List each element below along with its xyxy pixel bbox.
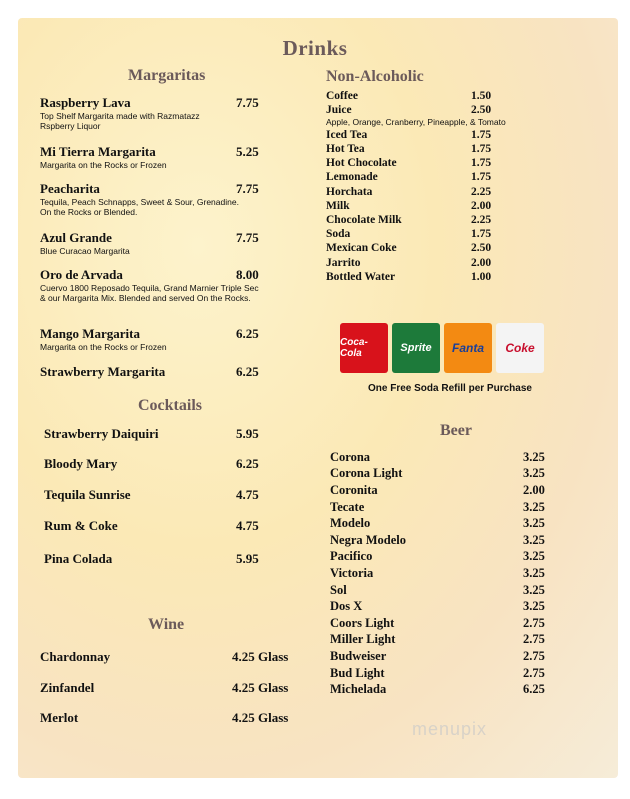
menu-item [326, 143, 496, 157]
menu-item [326, 104, 496, 118]
page-title: Drinks [282, 36, 348, 60]
item-name: Peacharita [40, 181, 100, 196]
item-name: Soda [326, 228, 351, 240]
juice-note: Apple, Orange, Cranberry, Pineapple, & Tomato [326, 117, 506, 127]
item-price: 2.50 [471, 242, 492, 254]
soda-refill-note: One Free Soda Refill per Purchase [368, 383, 532, 394]
item-price: 4.75 [236, 487, 259, 502]
menu-item [330, 599, 550, 615]
menu-item [330, 616, 550, 632]
menu-item [326, 228, 496, 242]
item-name: Jarrito [326, 257, 361, 269]
menu-item [44, 551, 269, 567]
item-name: Dos X [330, 599, 363, 613]
menu-item [326, 271, 496, 285]
item-name: Tequila Sunrise [44, 487, 131, 502]
menu-item [330, 632, 550, 648]
item-price: 4.25 Glass [232, 680, 289, 695]
item-name: Hot Chocolate [326, 157, 397, 169]
menu-item [326, 200, 496, 214]
margaritas-heading: Margaritas [128, 67, 206, 84]
menu-item [40, 326, 265, 352]
item-name: Juice [326, 104, 352, 116]
item-price: 3.25 [523, 583, 545, 597]
item-name: Bud Light [330, 666, 385, 680]
item-price: 5.25 [236, 144, 259, 159]
item-price: 6.25 [236, 326, 259, 341]
item-name: Coors Light [330, 616, 395, 630]
item-price: 2.25 [471, 214, 492, 226]
item-price: 7.75 [236, 95, 259, 110]
item-name: Pacifico [330, 549, 373, 563]
menu-item [326, 129, 496, 143]
item-name: Merlot [40, 710, 79, 725]
item-price: 2.00 [471, 200, 492, 212]
menu-item [326, 171, 496, 185]
item-name: Iced Tea [326, 129, 368, 141]
menu-item [40, 181, 265, 217]
menu-item [40, 95, 265, 131]
item-price: 7.75 [236, 230, 259, 245]
item-price: 1.75 [471, 143, 492, 155]
item-name: Mango Margarita [40, 326, 141, 341]
item-name: Strawberry Daiquiri [44, 426, 159, 441]
menu-item [330, 649, 550, 665]
item-name: Corona [330, 450, 371, 464]
item-price: 3.25 [523, 450, 545, 464]
item-name: Modelo [330, 516, 371, 530]
item-name: Coronita [330, 483, 378, 497]
item-name: Bloody Mary [44, 456, 118, 471]
item-price: 3.25 [523, 500, 545, 514]
fanta-logo: Fanta [444, 323, 492, 373]
item-name: Zinfandel [40, 680, 95, 695]
item-name: Milk [326, 200, 350, 212]
menu-item [330, 583, 550, 599]
item-description: Cuervo 1800 Reposado Tequila, Grand Marnier Triple Sec & our Margarita Mix. Blended and served On the Rocks. [40, 283, 259, 303]
menu-item [44, 518, 269, 534]
item-price: 3.25 [523, 516, 545, 530]
item-description: Top Shelf Margarita made with Razmatazz Rspberry Liquor [40, 111, 200, 131]
menupix-watermark: menupix [412, 719, 488, 739]
item-name: Rum & Coke [44, 518, 118, 533]
item-name: Raspberry Lava [40, 95, 131, 110]
item-description: Tequila, Peach Schnapps, Sweet & Sour, Grenadine. On the Rocks or Blended. [40, 197, 239, 217]
item-price: 2.75 [523, 616, 545, 630]
item-price: 1.75 [471, 129, 492, 141]
menu-item [40, 710, 300, 726]
item-name: Tecate [330, 500, 365, 514]
menu-item [40, 649, 300, 665]
item-price: 2.75 [523, 666, 545, 680]
item-price: 5.95 [236, 551, 259, 566]
item-price: 3.25 [523, 466, 545, 480]
menu-item [330, 450, 550, 466]
item-price: 2.25 [471, 186, 492, 198]
menu-item [330, 483, 550, 499]
menu-item [40, 144, 265, 170]
item-price: 5.95 [236, 426, 259, 441]
item-name: Strawberry Margarita [40, 364, 166, 379]
menu-item [326, 214, 496, 228]
item-price: 1.75 [471, 171, 492, 183]
item-name: Sol [330, 583, 347, 597]
menu-item [326, 257, 496, 271]
item-price: 6.25 [523, 682, 545, 696]
menu-item [330, 466, 550, 482]
item-name: Bottled Water [326, 271, 396, 283]
menu-item [44, 426, 269, 442]
beer-heading: Beer [440, 422, 472, 439]
menu-item [330, 549, 550, 565]
menu-item [330, 533, 550, 549]
menu-item [40, 680, 300, 696]
menu-item [40, 364, 265, 380]
menu-item [330, 566, 550, 582]
item-price: 4.75 [236, 518, 259, 533]
item-price: 6.25 [236, 364, 259, 379]
item-name: Lemonade [326, 171, 378, 183]
menu-item [44, 487, 269, 503]
menu-item [40, 267, 265, 303]
item-price: 3.25 [523, 566, 545, 580]
item-price: 1.75 [471, 228, 492, 240]
item-price: 3.25 [523, 549, 545, 563]
menu-item [326, 186, 496, 200]
item-name: Budweiser [330, 649, 387, 663]
item-price: 2.50 [471, 104, 492, 116]
item-name: Negra Modelo [330, 533, 407, 547]
menu-item [330, 500, 550, 516]
menu-item [44, 456, 269, 472]
item-price: 2.75 [523, 632, 545, 646]
item-name: Oro de Arvada [40, 267, 123, 282]
item-name: Horchata [326, 186, 373, 198]
item-price: 8.00 [236, 267, 259, 282]
item-price: 2.00 [523, 483, 545, 497]
item-description: Blue Curacao Margarita [40, 246, 130, 256]
coca-cola-logo: Coca-Cola [340, 323, 388, 373]
item-name: Corona Light [330, 466, 403, 480]
item-price: 3.25 [523, 533, 545, 547]
item-description: Margarita on the Rocks or Frozen [40, 342, 167, 352]
diet-coke-logo: Coke [496, 323, 544, 373]
item-name: Mexican Coke [326, 242, 397, 254]
item-price: 6.25 [236, 456, 259, 471]
menu-item [326, 90, 496, 104]
item-name: Chocolate Milk [326, 214, 402, 226]
item-name: Hot Tea [326, 143, 365, 155]
menu-item [40, 230, 265, 256]
sprite-logo: Sprite [392, 323, 440, 373]
item-name: Miller Light [330, 632, 396, 646]
cocktails-heading: Cocktails [138, 397, 202, 414]
item-description: Margarita on the Rocks or Frozen [40, 160, 167, 170]
item-price: 2.75 [523, 649, 545, 663]
item-price: 2.00 [471, 257, 492, 269]
item-name: Pina Colada [44, 551, 113, 566]
menu-item [330, 682, 550, 698]
wine-heading: Wine [148, 616, 185, 633]
item-price: 4.25 Glass [232, 649, 289, 664]
item-price: 1.50 [471, 90, 492, 102]
non-alcoholic-heading: Non-Alcoholic [326, 68, 424, 85]
menu-item [326, 242, 496, 256]
soda-logos [340, 323, 545, 373]
menu-item [330, 666, 550, 682]
item-price: 4.25 Glass [232, 710, 289, 725]
item-name: Coffee [326, 90, 358, 102]
menu-item [330, 516, 550, 532]
item-name: Mi Tierra Margarita [40, 144, 156, 159]
item-price: 7.75 [236, 181, 259, 196]
item-name: Michelada [330, 682, 387, 696]
item-name: Chardonnay [40, 649, 111, 664]
item-name: Azul Grande [40, 230, 112, 245]
item-price: 3.25 [523, 599, 545, 613]
menu-item [326, 157, 496, 171]
item-price: 1.75 [471, 157, 492, 169]
item-price: 1.00 [471, 271, 492, 283]
item-name: Victoria [330, 566, 374, 580]
